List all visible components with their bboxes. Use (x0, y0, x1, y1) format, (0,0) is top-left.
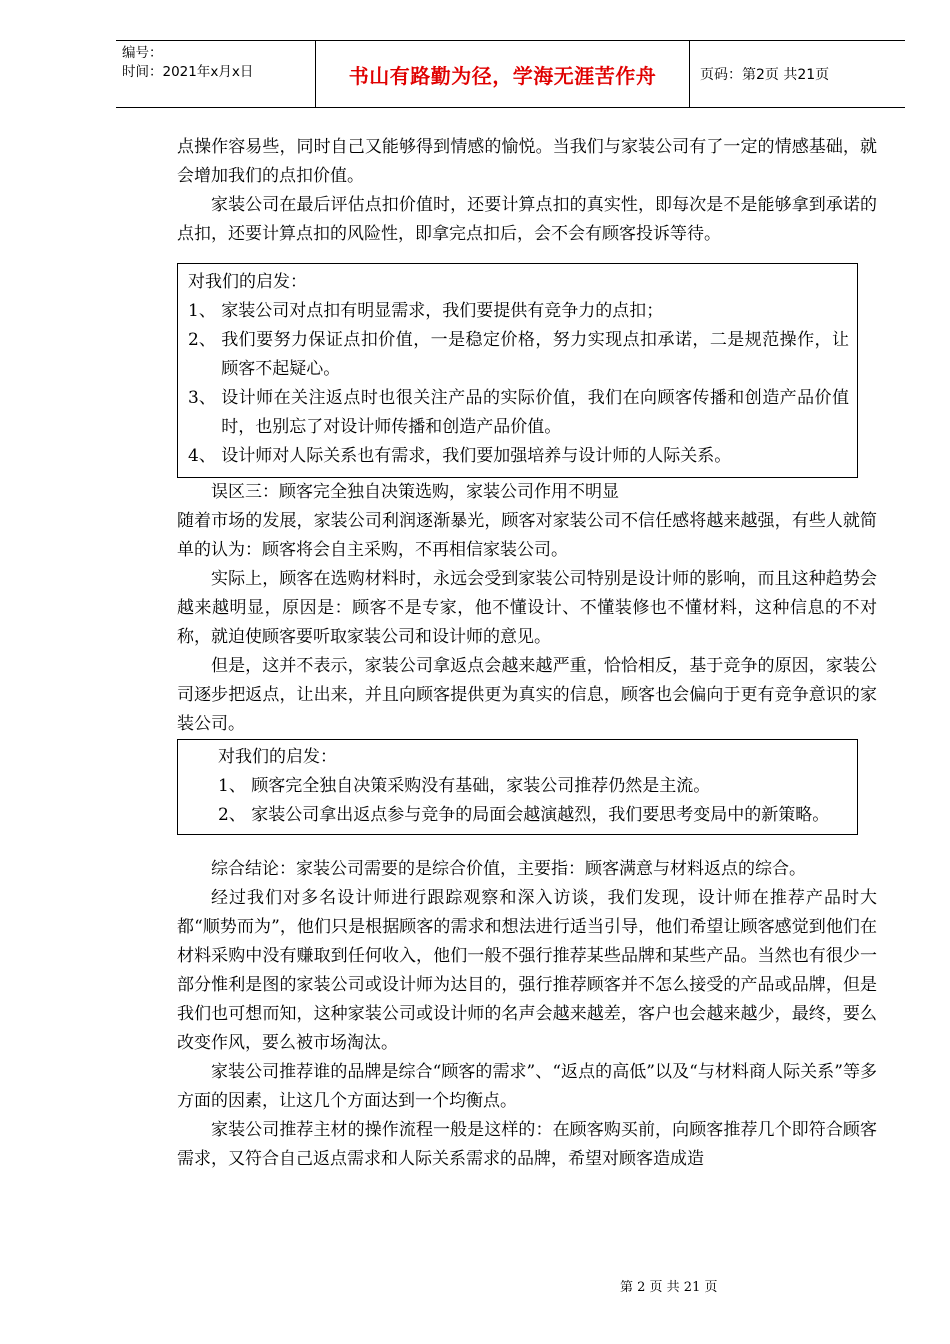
paragraph: 点操作容易些，同时自己又能够得到情感的愉悦。当我们与家装公司有了一定的情感基础，就会增加我们的点扣价值。 (177, 137, 877, 186)
item-number: 2、 (188, 330, 222, 350)
insight-box-1 (177, 263, 858, 478)
insight-item (188, 297, 849, 326)
header-page-number: 页码：第2页 共21页 (700, 67, 830, 83)
page-footer: 第 2 页 共 21 页 (620, 1280, 718, 1295)
item-number: 3、 (188, 388, 222, 408)
paragraph: 家装公司推荐谁的品牌是综合“顾客的需求”、“返点的高低”以及“与材料商人际关系”等多方面的因素，让这几个方面达到一个均衡点。 (177, 1062, 877, 1111)
insight-item (218, 772, 849, 801)
item-number: 1、 (218, 776, 252, 796)
header-motto: 书山有路勤为径，学海无涯苦作舟 (316, 41, 690, 107)
insight-item (218, 801, 849, 830)
item-number: 2、 (218, 805, 252, 825)
header-time: 时间：2021年x月x日 (122, 64, 254, 80)
item-text: 设计师在关注返点时也很关注产品的实际价值，我们在向顾客传播和创造产品价值时，也别忘了对设计师传播和创造产品价值。 (221, 388, 849, 437)
paragraph: 随着市场的发展，家装公司利润逐渐暴光，顾客对家装公司不信任感将越来越强，有些人就简单的认为：顾客将会自主采购，不再相信家装公司。 (177, 511, 877, 560)
insight-item (188, 326, 849, 384)
item-text: 家装公司拿出返点参与竞争的局面会越演越烈，我们要思考变局中的新策略。 (251, 805, 830, 825)
header-number: 编号： (122, 45, 163, 61)
insight-title: 对我们的启发： (218, 747, 337, 767)
section-heading: 误区三：顾客完全独自决策选购，家装公司作用不明显 (211, 482, 619, 502)
paragraph: 家装公司推荐主材的操作流程一般是这样的：在顾客购买前，向顾客推荐几个即符合顾客需求，又符合自己返点需求和人际关系需求的品牌，希望对顾客造成造 (177, 1120, 877, 1169)
paragraph: 但是，这并不表示，家装公司拿返点会越来越严重，恰恰相反，基于竞争的原因，家装公司逐步把返点，让出来，并且向顾客提供更为真实的信息，顾客也会偏向于更有竞争意识的家装公司。 (177, 656, 877, 734)
header-meta (116, 41, 316, 107)
item-text: 我们要努力保证点扣价值，一是稳定价格，努力实现点扣承诺，二是规范操作，让顾客不起疑心。 (221, 330, 849, 379)
paragraph: 家装公司在最后评估点扣价值时，还要计算点扣的真实性，即每次是不是能够拿到承诺的点扣，还要计算点扣的风险性，即拿完点扣后，会不会有顾客投诉等待。 (177, 195, 877, 244)
insight-box-2 (177, 739, 858, 835)
item-text: 家装公司对点扣有明显需求，我们要提供有竞争力的点扣； (221, 301, 664, 321)
item-text: 顾客完全独自决策采购没有基础，家装公司推荐仍然是主流。 (251, 776, 711, 796)
conclusion-heading: 综合结论：家装公司需要的是综合价值，主要指：顾客满意与材料返点的综合。 (211, 859, 806, 879)
paragraph: 实际上，顾客在选购材料时，永远会受到家装公司特别是设计师的影响，而且这种趋势会越来越明显，原因是：顾客不是专家，他不懂设计、不懂装修也不懂材料，这种信息的不对称，就迫使顾客要听取家装公司和设计师的意见。 (177, 569, 877, 647)
item-text: 设计师对人际关系也有需求，我们要加强培养与设计师的人际关系。 (221, 446, 732, 466)
page-header (116, 40, 905, 108)
item-number: 4、 (188, 446, 222, 466)
paragraph: 经过我们对多名设计师进行跟踪观察和深入访谈，我们发现，设计师在推荐产品时大都“顺势而为”，他们只是根据顾客的需求和想法进行适当引导，他们希望让顾客感觉到他们在材料采购中没有赚取到任何收入，他们一般不强行推荐某些品牌和某些产品。当然也有很少一部分惟利是图的家装公司或设计师为达目的，强行推荐顾客并不怎么接受的产品或品牌，但是我们也可想而知，这种家装公司或设计师的名声会越来越差，客户也会越来越少，最终，要么改变作风，要么被市场淘汰。 (177, 888, 877, 1053)
document-body (177, 133, 877, 1174)
item-number: 1、 (188, 301, 222, 321)
insight-item (188, 442, 849, 471)
insight-item (188, 384, 849, 442)
insight-title: 对我们的启发： (188, 272, 307, 292)
